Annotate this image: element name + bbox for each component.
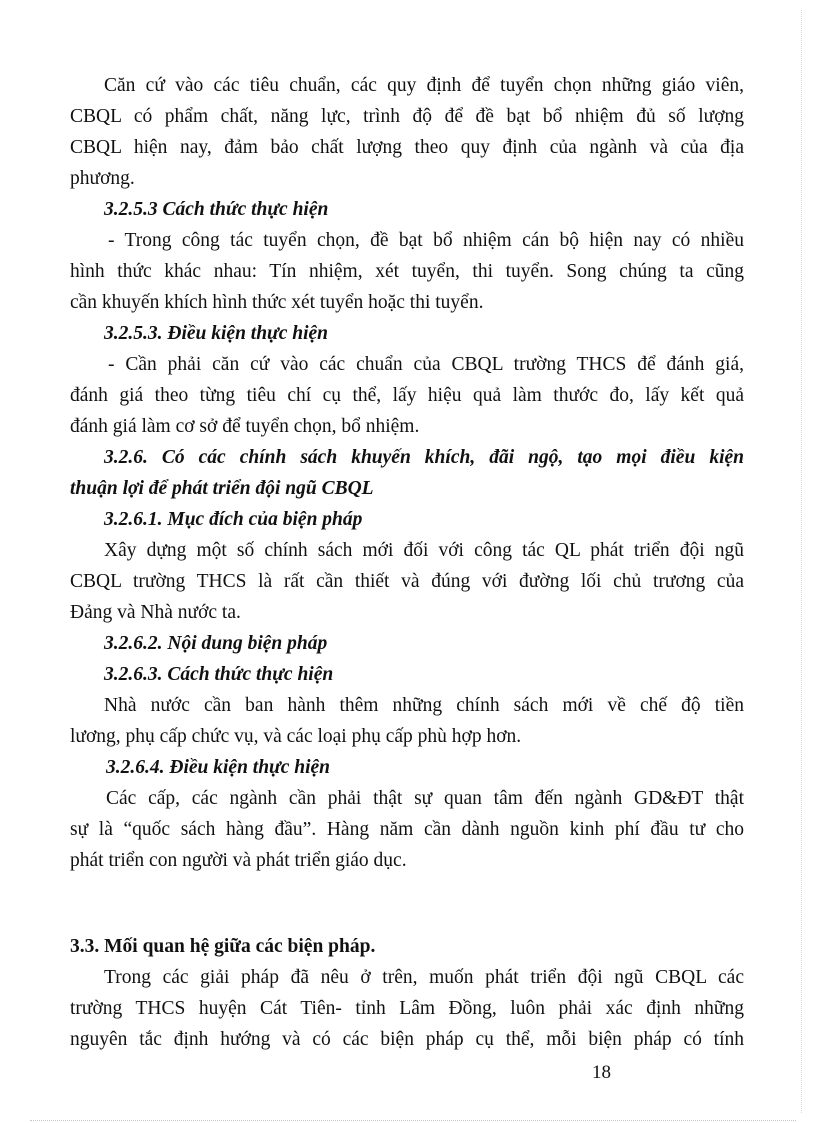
section-heading: 3.2.5.3. Điều kiện thực hiện	[104, 323, 329, 344]
paragraph-line: nguyên tắc định hướng và có các biện pháp cụ thể, mỗi biện pháp có tính	[70, 1029, 744, 1050]
paragraph-line: Căn cứ vào các tiêu chuẩn, các quy định để tuyển chọn những giáo viên,	[104, 75, 744, 96]
paragraph-line: Đảng và Nhà nước ta.	[70, 602, 241, 623]
paragraph-line: CBQL trường THCS là rất cần thiết và đúng với đường lối chủ trương của	[70, 571, 744, 592]
section-heading: 3.2.6. Có các chính sách khuyến khích, đãi ngộ, tạo mọi điều kiện	[104, 447, 744, 468]
page-number: 18	[592, 1062, 611, 1083]
paragraph-line: - Cần phải căn cứ vào các chuẩn của CBQL trường THCS để đánh giá,	[108, 354, 744, 375]
section-heading: thuận lợi để phát triển đội ngũ CBQL	[70, 478, 374, 499]
paragraph-line: hình thức khác nhau: Tín nhiệm, xét tuyển, thi tuyển. Song chúng ta cũng	[70, 261, 744, 282]
paragraph-line: cần khuyến khích hình thức xét tuyển hoặc thi tuyển.	[70, 292, 484, 313]
section-heading: 3.2.6.1. Mục đích của biện pháp	[104, 509, 363, 530]
paragraph-line: phương.	[70, 168, 135, 189]
section-heading: 3.2.6.2. Nội dung biện pháp	[104, 633, 328, 654]
paragraph-line: sự là “quốc sách hàng đầu”. Hàng năm cần dành nguồn kinh phí đầu tư cho	[70, 819, 744, 840]
section-heading: 3.2.5.3 Cách thức thực hiện	[104, 199, 329, 220]
paragraph-line: đánh giá theo từng tiêu chí cụ thể, lấy hiệu quả làm thước đo, lấy kết quả	[70, 385, 744, 406]
paragraph-line: đánh giá làm cơ sở để tuyển chọn, bổ nhiệm.	[70, 416, 420, 437]
paragraph-line: lương, phụ cấp chức vụ, và các loại phụ cấp phù hợp hơn.	[70, 726, 522, 747]
paragraph-line: trường THCS huyện Cát Tiên- tỉnh Lâm Đồng, luôn phải xác định những	[70, 998, 744, 1019]
section-heading: 3.3. Mối quan hệ giữa các biện pháp.	[70, 936, 376, 957]
page-side-divider	[801, 10, 802, 1113]
paragraph-line: Trong các giải pháp đã nêu ở trên, muốn phát triển đội ngũ CBQL các	[104, 967, 744, 988]
paragraph-line: - Trong công tác tuyển chọn, đề bạt bổ nhiệm cán bộ hiện nay có nhiều	[108, 230, 744, 251]
paragraph-line: Các cấp, các ngành cần phải thật sự quan tâm đến ngành GD&ĐT thật	[106, 788, 744, 809]
paragraph-line: CBQL hiện nay, đảm bảo chất lượng theo quy định của ngành và của địa	[70, 137, 744, 158]
page-edge-divider	[30, 1120, 796, 1121]
section-heading: 3.2.6.4. Điều kiện thực hiện	[106, 757, 331, 778]
paragraph-line: Xây dựng một số chính sách mới đối với công tác QL phát triển đội ngũ	[104, 540, 744, 561]
paragraph-line: phát triển con người và phát triển giáo dục.	[70, 850, 407, 871]
paragraph-line: CBQL có phẩm chất, năng lực, trình độ để đề bạt bổ nhiệm đủ số lượng	[70, 106, 744, 127]
paragraph-line: Nhà nước cần ban hành thêm những chính sách mới về chế độ tiền	[104, 695, 744, 716]
section-heading: 3.2.6.3. Cách thức thực hiện	[104, 664, 334, 685]
